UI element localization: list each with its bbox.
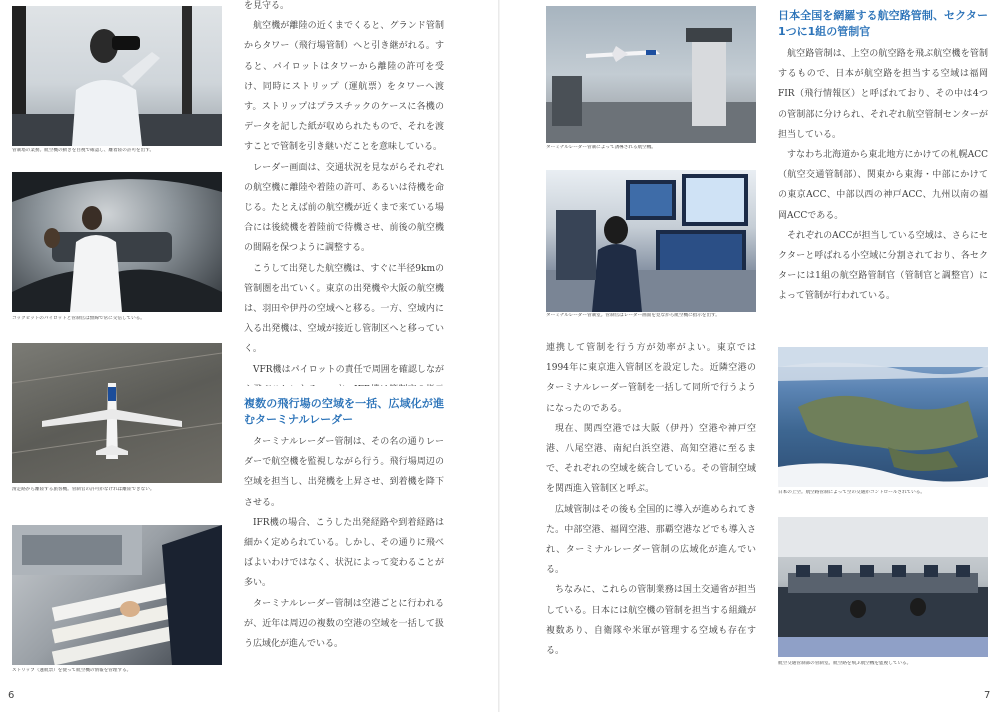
paragraph: ちなみに、これらの管制業務は国土交通省が担当している。日本には航空機の管制を担当する組織が複数あり、自衛隊や米軍が管理する空域も存在する。: [546, 585, 756, 657]
section-heading: 複数の飛行場の空域を一括、広域化が進むターミナルレーダー: [244, 397, 444, 426]
photo-aircraft-tower: [546, 6, 756, 143]
section-heading: 日本全国を網羅する航空路管制、セクター1つに1組の管制官: [778, 9, 988, 38]
text-column: [244, 392, 444, 682]
photo-caption: 滑走路から離陸する旅客機。管制官の許可がなければ離陸できない。: [12, 487, 155, 492]
paragraph: 現在、関西空港では大阪（伊丹）空港や神戸空港、八尾空港、南紀白浜空港、高知空港に至るまで、それぞれの空域を統合している。その管制空域を関西進入管制区と呼ぶ。: [546, 423, 756, 495]
photo-caption: ストリップ（運航票）を使って航空機の情報を管理する。: [12, 668, 132, 673]
text-column: [244, 0, 444, 386]
paragraph: レーダー画面は、交通状況を見ながらそれぞれの航空機に離陸や着陸の許可、あるいは待機を命じる。たとえば前の航空機が近くまで来ている場合には後続機を着陸前で待機させ、前後の航空機の間隔を保つように調整する。: [244, 162, 444, 254]
paragraph: VFR機はパイロットの責任で周囲を確認しなが: [253, 364, 444, 375]
photo-caption: ターミナルレーダー管制室。管制官はレーダー画面を見ながら航空機に指示を出す。: [546, 313, 720, 318]
paragraph: それぞれのACCが担当している空域は、さらにセクターと呼ばれる小空域に分割されており、各セクターには1組の航空路管制官（管制官と調整官）によって管制が行われている。: [778, 230, 988, 302]
photo-flight-strips: [12, 525, 222, 665]
paragraph: を見守る。: [244, 1, 290, 11]
photo-cockpit: [12, 172, 222, 312]
text-column: [778, 4, 988, 340]
photo-aerial-japan: [778, 347, 988, 487]
page-number: 7: [984, 690, 991, 701]
photo-caption: 管制塔の業務。航空機の動きを目視で確認し、離着陸の許可を出す。: [12, 148, 155, 153]
paragraph: ターミナルレーダー管制は、その名の通りレーダーで航空機を監視しながら行う。飛行場周辺の空域を担当し、出発機を上昇させ、到着機を降下させる。: [244, 437, 444, 508]
paragraph: ターミナルレーダー管制は空港ごとに行われるが、近年は周辺の複数の空港の空域を一括して扱う広域化が進んでいる。: [244, 598, 444, 650]
text-column: [546, 338, 756, 686]
photo-caption: コックピットのパイロットと管制官は無線で常に交信している。: [12, 316, 145, 321]
photo-radar-room: [546, 170, 756, 312]
paragraph: 航空機が離陸の近くまでくると、グランド管制からタワー（飛行場管制）へと引き継がれる。すると、パイロットはタワーから離陸の許可を受け、同時にストリップ（運航票）をタワーへ渡す。ストリップはプラスチックのケースに各機のデータを記した紙が収められたもので、それを渡すことで管制を引き継いだことを意味している。: [244, 21, 444, 153]
photo-caption: 航空交通管制部の管制室。航空路を飛ぶ航空機を監視している。: [778, 661, 912, 666]
photo-aircraft-takeoff: [12, 343, 222, 483]
paragraph: すなわち北海道から東北地方にかけての札幌ACC（航空交通管制部）、関東から東海・中部にかけての東京ACC、中部以西の神戸ACC、九州以南の福岡ACCである。: [778, 150, 988, 221]
paragraph: IFR機の場合、こうした出発経路や到着経路は細かく定められている。しかし、その通りに飛べばよいわけではなく、状況によって変わることが多い。: [244, 517, 444, 589]
paragraph: 航空路管制は、上空の航空路を飛ぶ航空機を管制するもので、日本が航空路を担当する空域は福岡FIR（飛行情報区）と呼ばれており、その中は4つの管制部に分けられ、それぞれ航空管制センターが担当している。: [778, 49, 988, 140]
photo-caption: ターミナルレーダー管制によって誘導される航空機。: [546, 145, 656, 150]
page-number: 6: [8, 690, 15, 701]
photo-caption: 日本の上空。航空路管制によって空の交通がコントロールされている。: [778, 490, 925, 495]
right-page: [500, 0, 1000, 712]
paragraph: こうして出発した航空機は、すぐに半径9kmの管制圏を出ていく。東京の出発機や大阪の航空機は、羽田や伊丹の空域へと移る。一方、空域内に入る出発機は、空域が接近し管制区へと移っていく。: [244, 263, 444, 355]
paragraph: 広域管制はその後も全国的に導入が進められてきた。中部空港、福岡空港、那覇空港などでも導入され、ターミナルレーダー管制の広域化が進んでいる。: [546, 504, 756, 576]
photo-acc-room: [778, 517, 988, 657]
paragraph: 連携して管制を行う方が効率がよい。東京では1994年に東京進入管制区を設定した。近隣空港のターミナルレーダー管制を一括して同所で行うようになったのである。: [546, 343, 756, 414]
photo-tower-controller: [12, 6, 222, 146]
